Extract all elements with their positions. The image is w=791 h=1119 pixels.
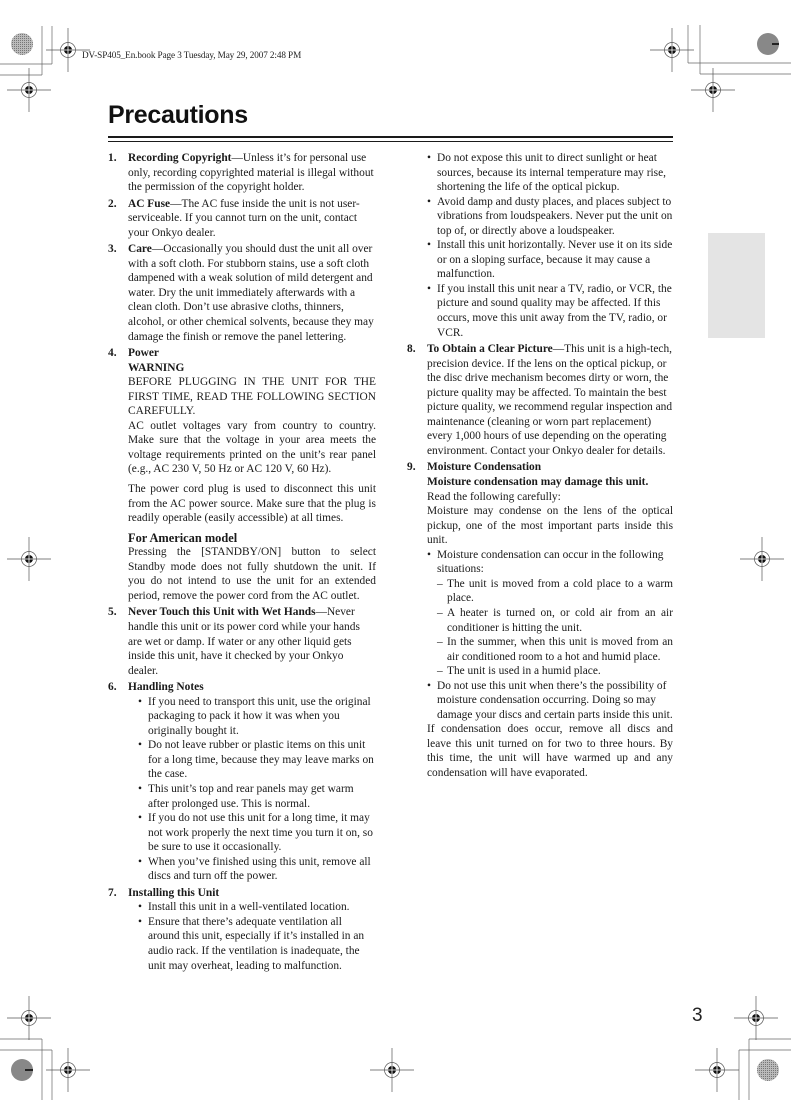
situation-item: – The unit is moved from a cold place to a warm place. (437, 577, 673, 606)
precaution-item-7-continued (407, 151, 673, 340)
item-number: 7. (108, 886, 117, 899)
item-text: —Occasionally you should dust the unit all over with a soft cloth. For stubborn stains, use a soft cloth dampened with a weak solution of mild detergent and water. Dry the unit immediately afterwards with a clean cloth. Don’t use abrasive cloths, thinners, alcohol, or other chemical solvents, because they may damage the finish or remove the panel lettering. (128, 243, 374, 343)
list-item: • If you install this unit near a TV, radio, or VCR, the picture and sound quality may be affected. If this occurs, move this unit away from the TV, radio, or VCR. (427, 282, 673, 340)
item-title: Recording Copyright (128, 152, 232, 164)
closing-text: If condensation does occur, remove all discs and leave this unit turned on for two to three hours. By this time, the unit will have warmed up and any condensation will have evaporated. (427, 723, 673, 779)
item-number: 6. (108, 681, 117, 694)
item-number: 9. (407, 461, 416, 474)
list-item: • Do not leave rubber or plastic items on this unit for a long time, because they may leave marks on the case. (138, 738, 376, 782)
item-text: —Never handle this unit or its power cord while your hands are wet or damp. If water or any other liquid gets inside this unit, have it checked by your Onkyo dealer. (128, 606, 360, 677)
registration-target-icon (731, 528, 791, 588)
read-text: Read the following carefully: (427, 490, 561, 503)
item-subtitle: Moisture condensation may damage this unit. (427, 476, 649, 489)
situation-item: – The unit is used in a humid place. (437, 664, 673, 679)
registration-target-icon (671, 990, 791, 1119)
precaution-item-5 (108, 605, 376, 678)
item-title: Moisture Condensation (427, 461, 542, 474)
bullet-text: Moisture condensation can occur in the following situations: (437, 548, 664, 576)
file-slug: DV-SP405_En.book Page 3 Tuesday, May 29, 2007 2:48 PM (82, 50, 302, 60)
left-column (108, 151, 376, 975)
list-item: • If you need to transport this unit, use the original packaging to pack it how it was when you originally bought it. (138, 695, 376, 739)
item-text: —Unless it’s for personal use only, recording copyrighted material is illegal without the permission of the copyright holder. (128, 152, 374, 194)
item-title: Power (128, 347, 159, 360)
item-text: —The AC fuse inside the unit is not user-serviceable. If you cannot turn on the unit, contact your Onkyo dealer. (128, 197, 360, 239)
precaution-item-1 (108, 151, 376, 195)
installing-list-part-2 (427, 151, 673, 340)
warning-label: WARNING (128, 361, 185, 374)
situation-item: – In the summer, when this unit is moved from an air conditioned room to a hot and humid place. (437, 635, 673, 664)
intro-text: Moisture may condense on the lens of the optical pickup, one of the most important parts inside this unit. (427, 505, 673, 547)
situations-list (437, 577, 673, 679)
precaution-item-2 (108, 197, 376, 241)
precaution-item-3 (108, 242, 376, 344)
handling-notes-list (128, 695, 376, 884)
title-rule-thin (108, 141, 673, 142)
page-title: Precautions (108, 101, 248, 129)
precaution-item-8 (407, 342, 673, 458)
voltage-text: AC outlet voltages vary from country to country. Make sure that the voltage in your area meets the voltage requirements printed on the unit’s rear panel (e.g., AC 230 V, 50 Hz or AC 120 V, 60 Hz). (128, 419, 376, 476)
precaution-item-7 (108, 886, 376, 973)
registration-target-icon (360, 1040, 430, 1100)
item-number: 3. (108, 243, 117, 256)
item-title: To Obtain a Clear Picture (427, 343, 553, 356)
item-number: 4. (108, 347, 117, 360)
registration-target-icon (671, 0, 791, 130)
list-item: • Do not use this unit when there’s the possibility of moisture condensation occurring. Doing so may damage your discs and certain parts inside this unit. (427, 679, 673, 723)
item-title: Installing this Unit (128, 886, 220, 899)
list-item (427, 548, 673, 679)
list-item: • Install this unit horizontally. Never use it on its side or on a sloping surface, because it may cause a malfunction. (427, 238, 673, 282)
warning-text: BEFORE PLUGGING IN THE UNIT FOR THE FIRST TIME, READ THE FOLLOWING SECTION CAREFULLY. (128, 376, 376, 418)
list-item: • Avoid damp and dusty places, and places subject to vibrations from loudspeakers. Never put the unit on top of, or directly above a loudspeaker. (427, 195, 673, 239)
item-text: —This unit is a high-tech, precision device. If the lens on the optical pickup, or the disc drive mechanism becomes dirty or worn, the picture quality may be affected. To maintain the best picture quality, we recommend regular inspection and maintenance (cleaning or worn part replacement) every 1,000 hours of use depending on the operating environment. Contact your Onkyo dealer for details. (427, 343, 673, 457)
plug-text: The power cord plug is used to disconnect this unit from the AC power source. Make sure that the plug is readily operable (easily accessible) at all times. (128, 483, 376, 525)
list-item: • When you’ve finished using this unit, remove all discs and turn off the power. (138, 855, 376, 884)
right-column (407, 151, 673, 783)
american-model-text: Pressing the [STANDBY/ON] button to select Standby mode does not fully shutdown the unit. If you do not intend to use the unit for an extended period, remove the power cord from the AC outlet. (128, 546, 376, 602)
item-title: AC Fuse (128, 197, 171, 210)
list-item: • Install this unit in a well-ventilated location. (138, 900, 376, 915)
condensation-list (427, 548, 673, 723)
precaution-item-4 (108, 346, 376, 603)
precaution-item-9 (407, 460, 673, 780)
item-number: 1. (108, 152, 117, 164)
registration-target-icon (0, 0, 120, 130)
registration-target-icon (0, 528, 60, 588)
list-item: • Ensure that there’s adequate ventilation all around this unit, especially if it’s installed in an audio rack. If the ventilation is inadequate, the unit may overheat, leading to malfunction. (138, 915, 376, 973)
page-number: 3 (692, 1005, 703, 1026)
item-number: 2. (108, 197, 117, 210)
item-title: Never Touch this Unit with Wet Hands (128, 606, 316, 619)
item-number: 5. (108, 606, 117, 619)
precaution-item-6 (108, 680, 376, 884)
list-item: • If you do not use this unit for a long time, it may not work properly the next time you turn it on, so be sure to use it occasionally. (138, 811, 376, 855)
situation-item: – A heater is turned on, or cold air from an air conditioner is hitting the unit. (437, 606, 673, 635)
list-item: • This unit’s top and rear panels may get warm after prolonged use. This is normal. (138, 782, 376, 811)
section-side-tab (708, 233, 765, 338)
installing-list-part-1 (128, 900, 376, 973)
item-number: 8. (407, 343, 416, 356)
item-title: Handling Notes (128, 681, 204, 694)
list-item: • Do not expose this unit to direct sunlight or heat sources, because its internal temperature may rise, shortening the life of the optical pickup. (427, 151, 673, 195)
registration-target-icon (0, 990, 120, 1119)
item-title: Care (128, 243, 152, 256)
american-model-heading: For American model (128, 530, 238, 545)
title-rule-thick (108, 136, 673, 138)
